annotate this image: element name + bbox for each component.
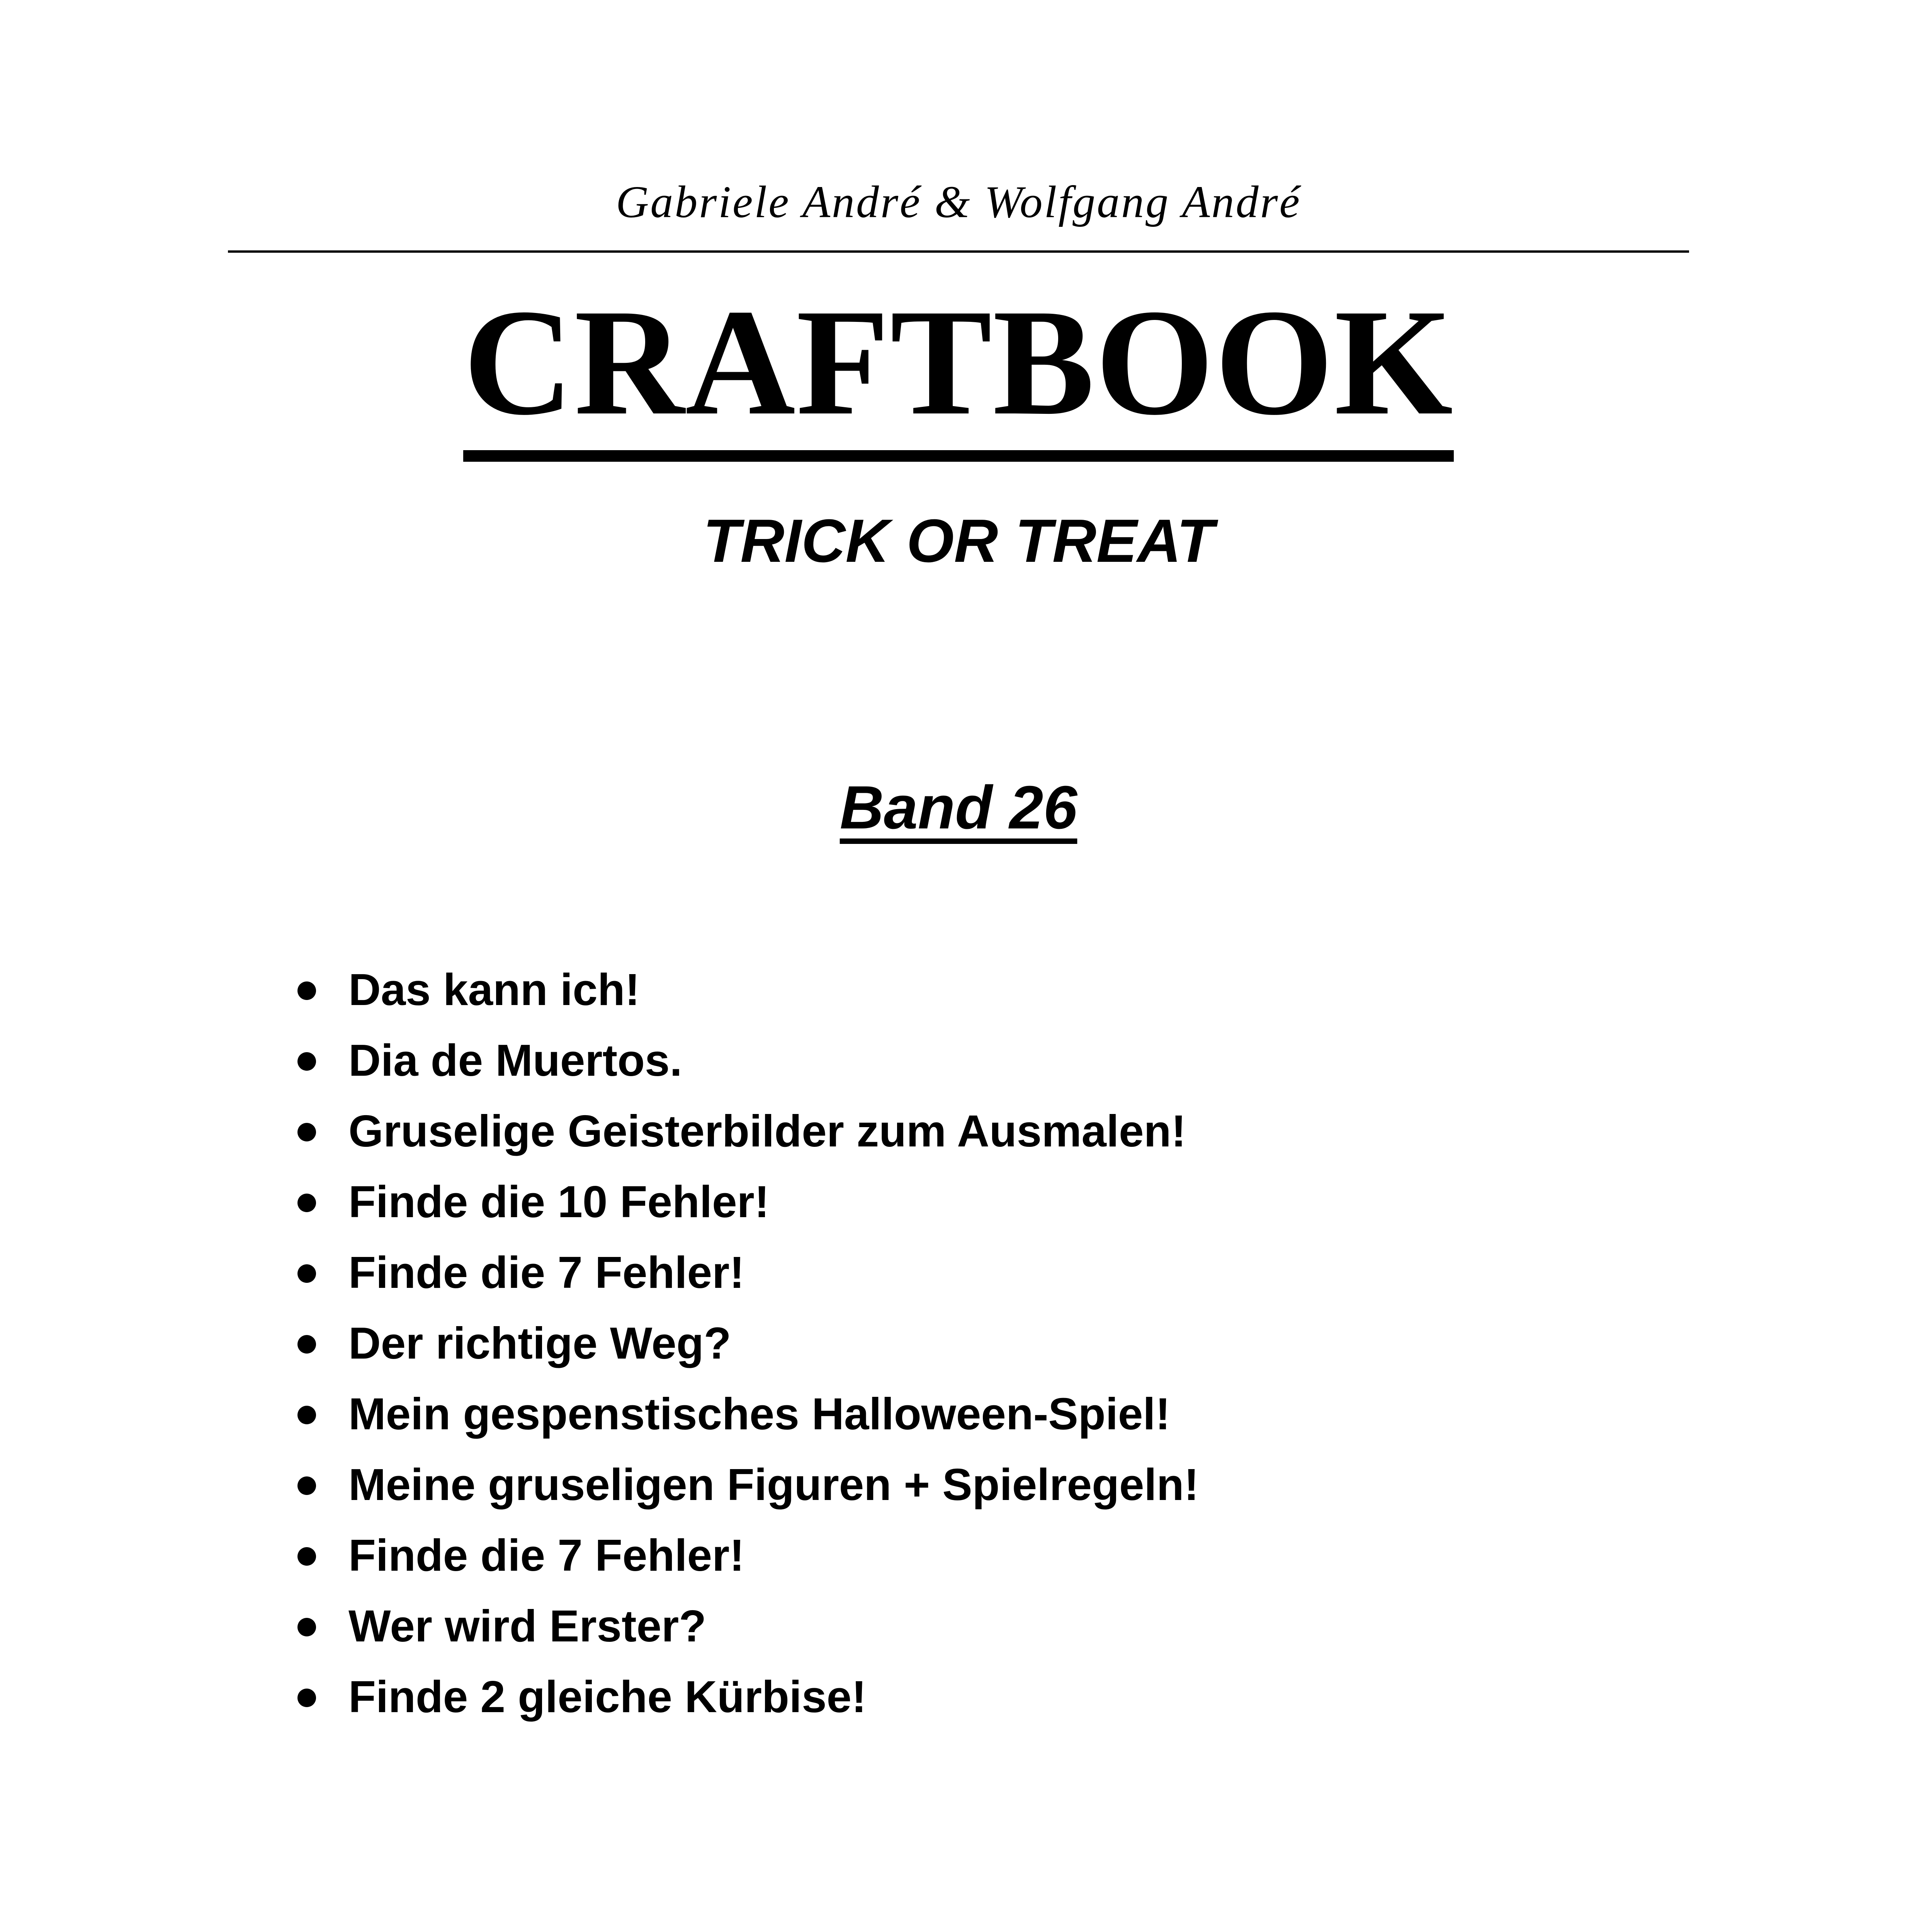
bullet-icon [297, 1194, 316, 1212]
list-item [294, 1520, 1199, 1591]
list-item-text: Finde die 10 Fehler! [348, 1177, 770, 1227]
author-line: Gabriele André & Wolfgang André [616, 177, 1301, 227]
list-item [294, 1167, 1199, 1237]
list-item [294, 954, 1199, 1025]
book-subtitle: TRICK OR TREAT [703, 507, 1214, 575]
volume-label: Band 26 [840, 774, 1077, 842]
list-item-text: Finde die 7 Fehler! [348, 1530, 744, 1580]
bullet-icon [297, 981, 316, 1000]
bullet-icon [297, 1052, 316, 1071]
list-item [294, 1096, 1199, 1167]
list-item [294, 1449, 1199, 1520]
list-item-text: Mein gespenstisches Halloween-Spiel! [348, 1389, 1171, 1439]
list-item-text: Dia de Muertos. [348, 1035, 682, 1085]
list-item-text: Der richtige Weg? [348, 1318, 731, 1368]
list-item-text: Meine gruseligen Figuren + Spielregeln! [348, 1459, 1199, 1510]
header-divider [228, 250, 1689, 253]
bullet-icon [297, 1689, 316, 1707]
bullet-icon [297, 1123, 316, 1141]
list-item [294, 1591, 1199, 1662]
book-title: CRAFTBOOK [463, 286, 1454, 462]
list-item-text: Das kann ich! [348, 964, 640, 1015]
list-item [294, 1025, 1199, 1096]
contents-list [294, 954, 1199, 1732]
bullet-icon [297, 1476, 316, 1495]
bullet-icon [297, 1406, 316, 1424]
bullet-icon [297, 1335, 316, 1354]
list-item [294, 1308, 1199, 1379]
list-item [294, 1662, 1199, 1732]
list-item-text: Gruselige Geisterbilder zum Ausmalen! [348, 1106, 1186, 1156]
list-item [294, 1237, 1199, 1308]
bullet-icon [297, 1618, 316, 1636]
bullet-icon [297, 1547, 316, 1566]
list-item-text: Finde 2 gleiche Kürbise! [348, 1672, 867, 1722]
list-item-text: Wer wird Erster? [348, 1601, 707, 1651]
list-item-text: Finde die 7 Fehler! [348, 1247, 744, 1298]
list-item [294, 1379, 1199, 1449]
title-block [0, 278, 1917, 462]
volume-heading [0, 773, 1917, 843]
bullet-icon [297, 1264, 316, 1283]
